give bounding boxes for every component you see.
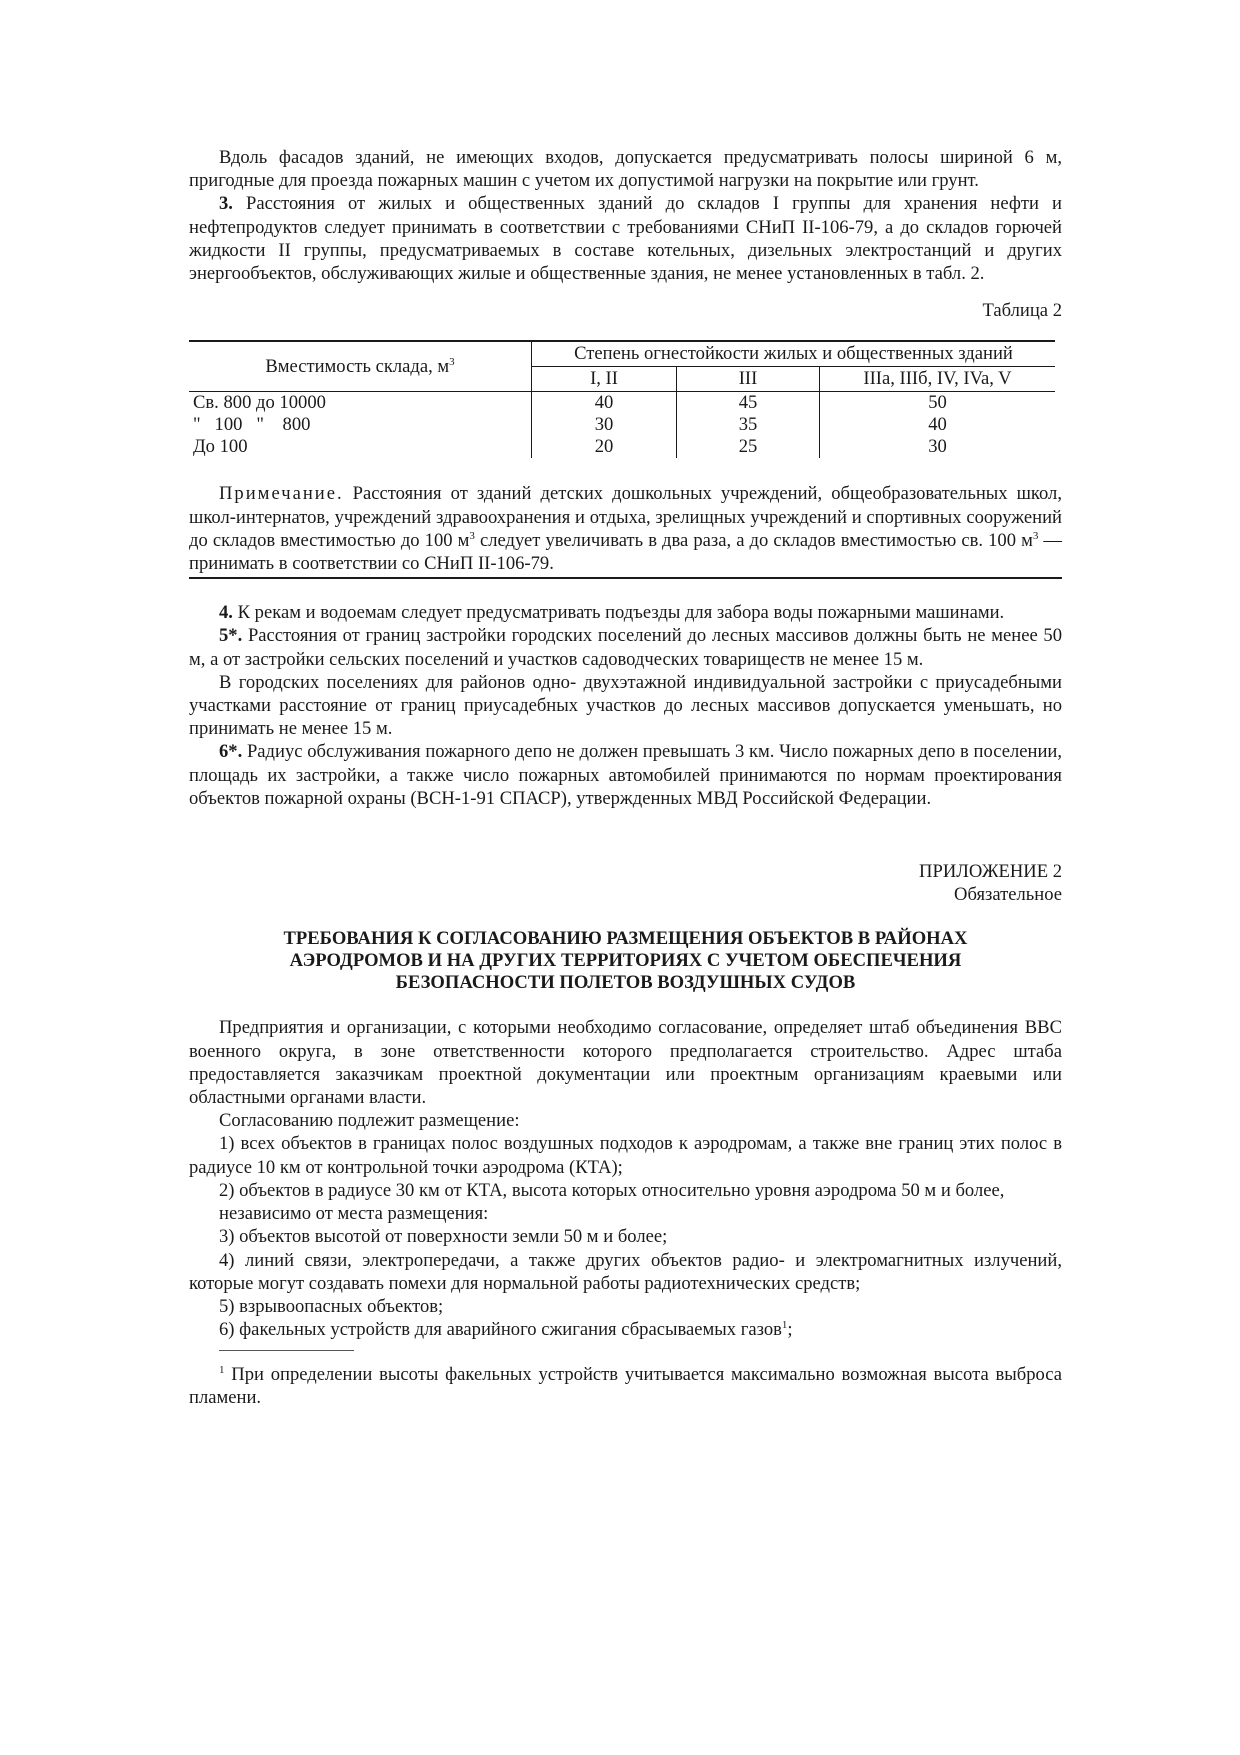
table-row	[189, 414, 1055, 436]
table-cell: 45	[677, 392, 820, 415]
paragraph-number: 5*.	[219, 625, 243, 647]
paragraph-facade-strips: Вдоль фасадов зданий, не имеющих входов, допускается предусматривать полосы шириной 6 м, пригодные для проезда пожарных машин с учетом их допустимой нагрузки на покрытие или грунт.	[189, 147, 1062, 192]
list-item: 1) всех объектов в границах полос воздушных подходов к аэродромам, а также вне границ этих полос в радиусе 10 км от контрольной точки аэродрома (КТА);	[189, 1133, 1062, 1178]
table-cell: 50	[820, 392, 1056, 415]
paragraph-5-continued: В городских поселениях для районов одно- двухэтажной индивидуальной застройки с приусадебными участками расстояние от границ приусадебных участков до лесных массивов допускается уменьшать, но принимать не менее 15 м.	[189, 671, 1062, 740]
paragraph-6: 6*. Радиус обслуживания пожарного депо не должен превышать 3 км. Число пожарных депо в поселении, площадь их застройки, а также число пожарных автомобилей принимаются по нормам проектирования объектов пожарной охраны (ВСН-1-91 СПАСР), утвержденных МВД Российской Федерации.	[189, 741, 1062, 809]
table-row	[189, 436, 1055, 458]
list-item: 2) объектов в радиусе 30 км от КТА, высота которых относительно уровня аэродрома 50 м и более,	[219, 1179, 1005, 1201]
list-item-continued: независимо от места размещения:	[219, 1203, 489, 1225]
table-note: Примечание. Расстояния от зданий детских дошкольных учреждений, общеобразовательных школ, школ-интернатов, учреждений здравоохранения и отдыха, зрелищных учреждений и спортивных сооружений до складов вместимостью до 100 $м^3$ следует увеличивать в два раза, а до складов вместимостью св. 100 $м^3$ — принимать в соответствии со СНиП II-106-79.	[189, 482, 1062, 579]
row-label: Св. 800 до 10000	[189, 392, 532, 415]
document-page	[189, 146, 1062, 1409]
table-caption: Таблица 2	[982, 300, 1062, 322]
paragraph-number: 4.	[219, 602, 233, 624]
paragraph-5: 5*. Расстояния от границ застройки городских поселений до лесных массивов должны быть не менее 50 м, а от застройки сельских поселений и участков садоводческих товариществ не менее 15 м.	[189, 625, 1062, 670]
table-cell: 40	[594, 392, 614, 414]
appendix-intro: Предприятия и организации, с которыми необходимо согласование, определяет штаб объединения ВВС военного округа, в зоне ответственности которого предполагается строительство. Адрес штаба предоставляется заказчикам проектной документации или проектным организациям краевыми или областными органами власти.	[189, 1017, 1062, 1109]
appendix-label: ПРИЛОЖЕНИЕ 2	[919, 861, 1062, 883]
list-item: 5) взрывоопасных объектов;	[219, 1295, 444, 1317]
subheader-i-ii: I, II	[532, 367, 677, 392]
footnote-reference[interactable]: 1	[781, 1319, 788, 1332]
table-cell: 30	[820, 436, 1056, 458]
paragraph-3	[189, 192, 1062, 285]
note-label: Примечание.	[219, 483, 344, 505]
paragraph-number: 3.	[219, 193, 233, 215]
fire-resistance-group-header: Степень огнестойкости жилых и общественных зданий	[532, 341, 1056, 367]
table-cell: 25	[677, 436, 820, 458]
row-label: До 100	[189, 436, 532, 458]
list-item: 4) линий связи, электропередачи, а также других объектов радио- и электромагнитных излучений, которые могут создавать помехи для нормальной работы радиотехнических средств;	[189, 1249, 1062, 1294]
paragraph-4: 4. К рекам и водоемам следует предусматривать подъезды для забора воды пожарными машинами.	[219, 602, 1005, 624]
table-cell: 20	[594, 436, 614, 458]
appendix-subject: Согласованию подлежит размещение:	[219, 1110, 520, 1132]
table-header-row	[189, 341, 1055, 367]
table-cell: 35	[677, 414, 820, 436]
paragraph-number: 6*.	[219, 741, 243, 763]
list-item: 6) факельных устройств для аварийного сжигания сбрасываемых газов$^1$;	[219, 1319, 793, 1341]
storage-distance-table	[189, 340, 1055, 458]
appendix-title: ТРЕБОВАНИЯ К СОГЛАСОВАНИЮ РАЗМЕЩЕНИЯ ОБЪЕКТОВ В РАЙОНАХ АЭРОДРОМОВ И НА ДРУГИХ ТЕРРИТОРИЯХ С УЧЕТОМ ОБЕСПЕЧЕНИЯ БЕЗОПАСНОСТИ ПОЛЕТОВ ВОЗДУШНЫХ СУДОВ	[283, 928, 968, 994]
table-cell: 30	[594, 414, 614, 436]
subheader-iii: III	[677, 367, 820, 392]
capacity-column-header: Вместимость склада, $м^3$	[189, 341, 532, 392]
table-cell: 40	[820, 414, 1056, 436]
appendix-status: Обязательное	[954, 884, 1062, 906]
paragraph-text: Расстояния от жилых и общественных зданий до складов I группы для хранения нефти и нефтепродуктов следует принимать в соответствии с требованиями СНиП II-106-79, а до складов горючей жидкости II группы, предусматриваемых в составе котельных, дизельных электростанций и других энергообъектов, обслуживающих жилые и общественные здания, не менее установленных в табл. 2.	[189, 193, 1062, 285]
list-item: 3) объектов высотой от поверхности земли 50 м и более;	[219, 1226, 668, 1248]
row-label: " 100 " 800	[189, 414, 532, 436]
footnote: $^1$ При определении высоты факельных устройств учитывается максимально возможная высота выброса пламени.	[189, 1364, 1062, 1409]
table-row	[189, 392, 1055, 415]
footnote-divider	[219, 1350, 354, 1351]
subheader-iiia-v: IIIa, IIIб, IV, IVa, V	[820, 367, 1056, 392]
footnote-mark: 1	[219, 1364, 225, 1377]
